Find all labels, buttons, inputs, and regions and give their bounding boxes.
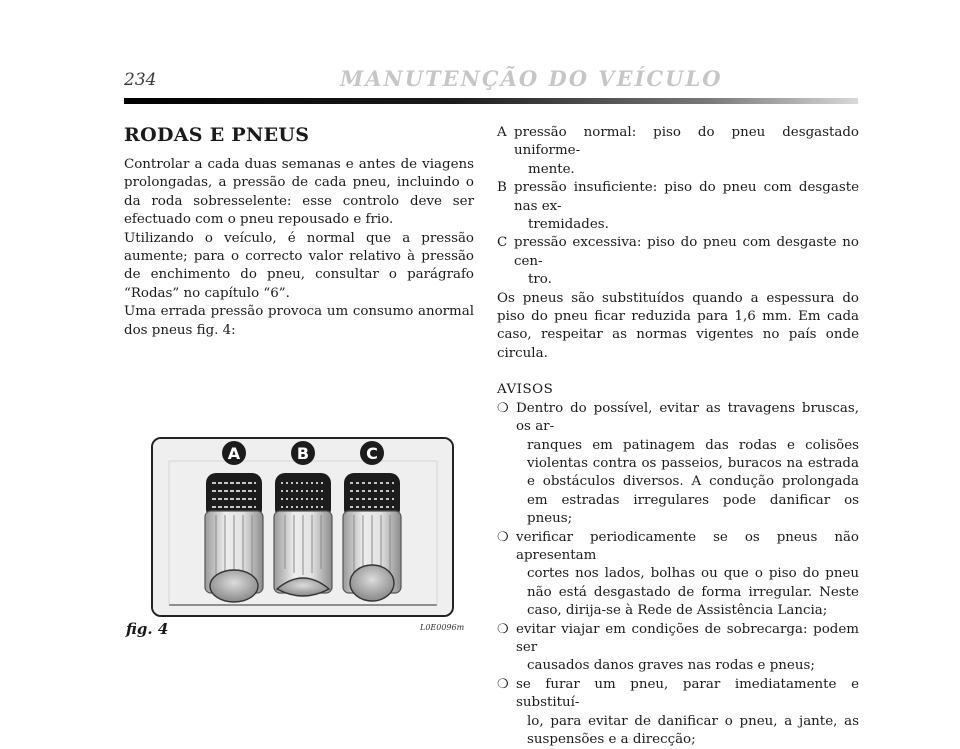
tire-wear-figure	[151, 437, 454, 617]
running-title: MANUTENÇÃO DO VEÍCULO	[340, 66, 723, 91]
bullet-text: Dentro do possível, evitar as travagens bruscas, os ar- ranques em patinagem das rodas e colisões violentas contra os passeios, buracos na estrada e obstáculos diversos. A condução prolongada em estradas irregulares pode danificar os pneus;	[516, 400, 859, 527]
bullet-text: se furar um pneu, parar imediatamente e substituí- lo, para evitar de danificar o pneu, a jante, as suspensões e a direcção;	[516, 676, 859, 747]
right-column	[497, 124, 859, 749]
letter-item-a	[497, 124, 859, 179]
label-c: C	[366, 444, 378, 463]
label-b: B	[296, 444, 310, 463]
left-column	[124, 156, 474, 340]
bullet-icon: ❍	[497, 621, 509, 637]
letter-item-text: pressão insuficiente: piso do pneu com desgaste nas ex- tremidades.	[514, 180, 859, 233]
bullet-text: verificar periodicamente se os pneus não apresentam cortes nos lados, bolhas ou que o piso do pneu não está desgastado de forma irregular. Neste caso, dirija-se à Rede de Assistência Lancia;	[516, 529, 859, 619]
replacement-paragraph: Os pneus são substituídos quando a espessura do piso do pneu ficar reduzida para 1,6 mm. Em cada caso, respeitar as normas vigentes no país onde circula.	[497, 290, 859, 361]
section-title: RODAS E PNEUS	[124, 124, 310, 146]
bullet-text: evitar viajar em condições de sobrecarga: podem ser causados danos graves nas rodas e pneus;	[516, 621, 859, 674]
warning-bullet-4	[497, 676, 859, 749]
avisos-title: AVISOS	[497, 382, 554, 398]
letter-item-text: pressão excessiva: piso do pneu com desgaste no cen- tro.	[514, 235, 859, 288]
bullet-icon: ❍	[497, 400, 509, 416]
letter-item-text: pressão normal: piso do pneu desgastado uniforme- mente.	[514, 125, 859, 177]
header-rule	[124, 98, 858, 104]
page-number: 234	[124, 70, 157, 90]
bullet-icon: ❍	[497, 676, 509, 692]
pressure-paragraph: Utilizando o veículo, é normal que a pressão aumente; para o correcto valor relativo à pressão de enchimento do pneu, consultar o parágrafo “Rodas” no capítulo “6”.	[124, 230, 474, 301]
letter-marker: B	[497, 180, 507, 196]
intro-paragraph: Controlar a cada duas semanas e antes de viagens prolongadas, a pressão de cada pneu, incluindo o da roda sobresselente: esse controlo deve ser efectuado com o pneu repousado e frio.	[124, 157, 474, 228]
letter-item-c	[497, 234, 859, 289]
warning-bullet-2	[497, 529, 859, 621]
bullet-icon: ❍	[497, 529, 509, 545]
label-a: A	[227, 444, 241, 463]
wear-paragraph: Uma errada pressão provoca um consumo anormal dos pneus fig. 4:	[124, 304, 474, 338]
warning-bullet-1	[497, 400, 859, 529]
warning-bullet-3	[497, 621, 859, 676]
letter-marker: C	[497, 235, 508, 251]
letter-item-b	[497, 179, 859, 234]
figure-caption: fig. 4	[126, 620, 169, 638]
tire-illustration	[153, 439, 452, 615]
figure-code: L0E0096m	[420, 623, 465, 632]
letter-marker: A	[497, 125, 507, 140]
